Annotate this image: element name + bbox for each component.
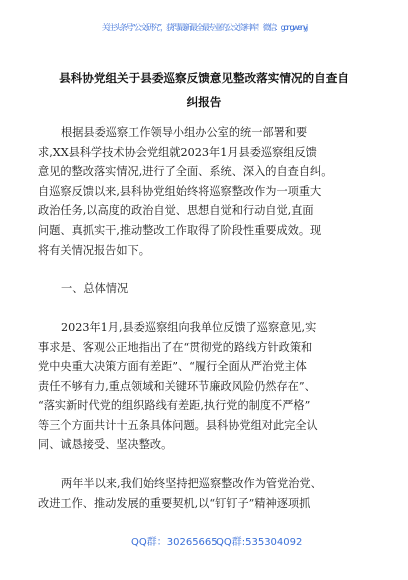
paragraph-2-line: “落实新时代党的组织路线有差距,执行党的制度不严格” [38, 399, 311, 412]
paragraph-2-line: 事求是、客观公正地指出了在“贯彻党的路线方针政策和 [38, 341, 313, 354]
paragraph-1-line: 求,XX县科学技术协会党组就2023年1月县委巡察组反馈 [38, 146, 317, 159]
header-banner: 关注头条号“公文研究”，获得最新最全最专业的公文资料库！ 微信：gongwenyj [101, 23, 307, 32]
document-title-line-2: 纠报告 [186, 95, 222, 109]
paragraph-2-line: 责任不够有力,重点领域和关键环节廉政风险仍然存在”、 [38, 380, 316, 393]
paragraph-2-line: 等三个方面共计十五条具体问题。县科协党组对此完全认 [38, 419, 318, 432]
section-heading: 一、总体情况 [61, 282, 129, 295]
paragraph-2-line: 同、诚恳接受、坚决整改。 [38, 438, 173, 451]
document-title-line-1: 县科协党组关于县委巡察反馈意见整改落实情况的自查自 [59, 71, 349, 85]
paragraph-1-line: 政治任务,以高度的政治自觉、思想自觉和行动自觉,直面 [38, 204, 314, 217]
paragraph-1-line: 根据县委巡察工作领导小组办公室的统一部署和要 [61, 126, 308, 139]
paragraph-1-line: 问题、真抓实干,推动整改工作取得了阶段性重要成效。现 [38, 224, 322, 237]
footer-qq-group-2: QQ群:535304092 [216, 537, 303, 548]
footer-qq-group-1: QQ群：30265665 [131, 537, 218, 548]
paragraph-1-line: 意见的整改落实情况,进行了全面、系统、深入的自查自纠。 [38, 165, 333, 178]
paragraph-3-line: 两年半以来,我们始终坚持把巡察整改作为管党治党、 [61, 477, 322, 490]
paragraph-2-line: 党中央重大决策方面有差距”、“履行全面从严治党主体 [38, 360, 307, 373]
paragraph-3-line: 改进工作、推动发展的重要契机,以“钉钉子”精神逐项抓 [38, 497, 311, 510]
paragraph-1-line: 自巡察反馈以来,县科协党组始终将巡察整改作为一项重大 [38, 185, 322, 198]
paragraph-2-line: 2023年1月,县委巡察组向我单位反馈了巡察意见,实 [61, 321, 317, 334]
paragraph-1-line: 将有关情况报告如下。 [38, 244, 150, 257]
